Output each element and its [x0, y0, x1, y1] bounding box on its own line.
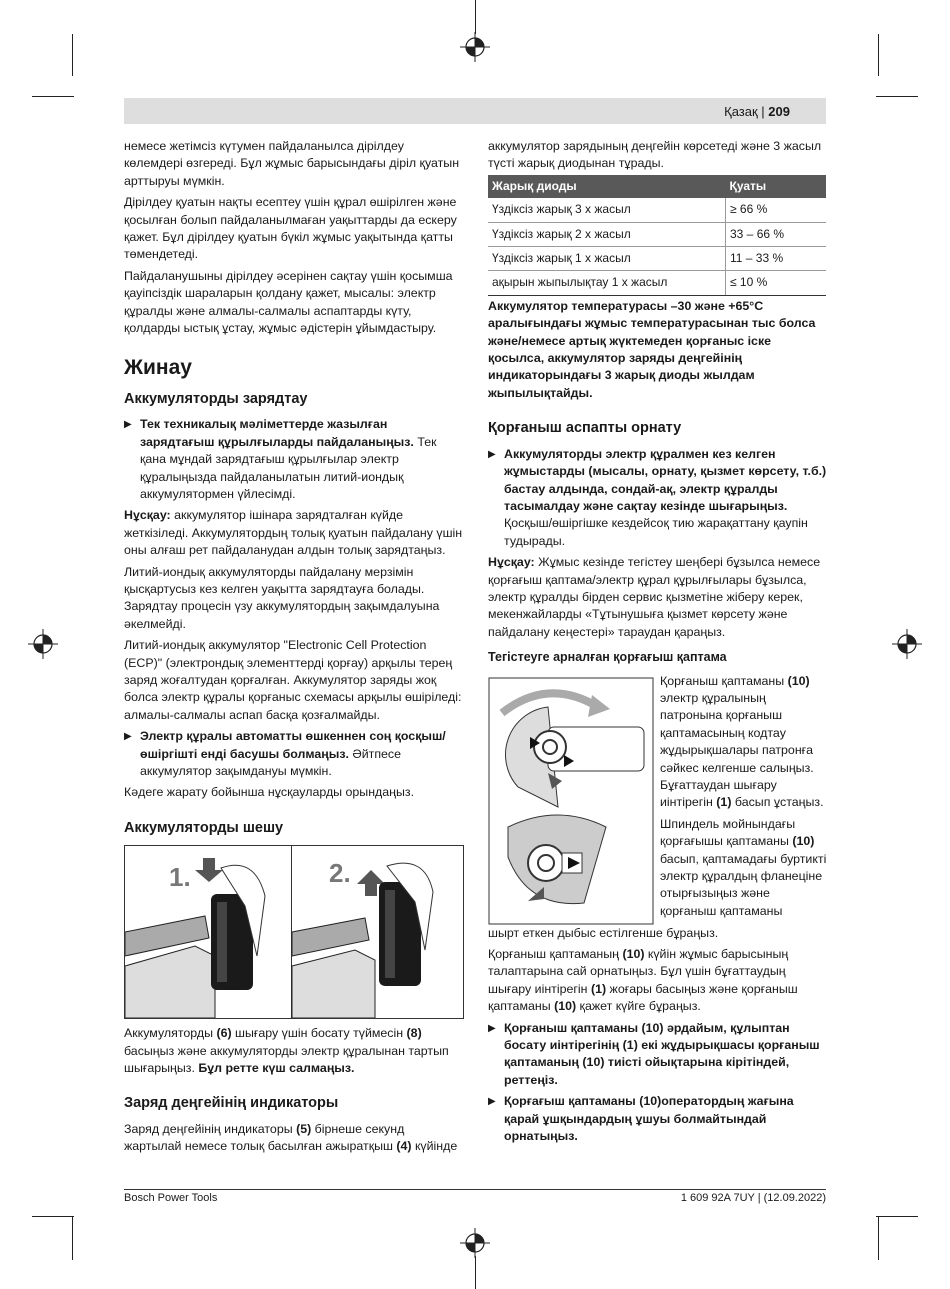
arrow-icon: ▶: [124, 731, 132, 743]
subheading-guard-install: Қорғаныш аспапты орнату: [488, 420, 682, 437]
warning-bullet: ▶ Қорғағыш қаптаманы (10)оператордың жағына қарай ұшқындардың ұшуы болмайтындай орнатыңыз.: [488, 1093, 828, 1145]
paragraph: Қорғаныш қаптаманы (10) электр құралының патронына қорғаныш қаптамасының кодтау жұдырықшалары патронға сәйкес келгенше салыңыз. Бұғаттаудан шығару иінтірегін (1) басып ұстаңыз.: [660, 673, 824, 810]
warning-bullet: ▶ Қорғаныш қаптаманы (10) әрдайым, құлыптан босату иінтірегінің (1) екі жұдырықшасы қорғаныш қаптаманың (10) тиісті ойықтарына кірітіндей, реттеңіз.: [488, 1020, 828, 1090]
temperature-warning: Аккумулятор температурасы –30 және +65°C аралығындағы жұмыс температурасынан тыс болса және/немесе артық жүктемеден қорғаныс іске қосылса, аккумулятор заряды деңгейінің индикаторындағы 3 жарық диоды жылдам жыпылықтайды.: [488, 298, 816, 400]
subheading-grinding-guard: Тегістеуге арналған қорғағыш қаптама: [488, 650, 727, 665]
charge-level-table: [488, 175, 826, 296]
page-number: 209: [768, 104, 790, 119]
paragraph: Литий-иондық аккумуляторды пайдалану мерзімін қысқартусыз кез келген уақытта зарядтауға болады. Зарядтау процесін үзу аккумулятордың зақымдалуына әкелмейді.: [124, 564, 440, 631]
subheading-charge-indicator: Заряд деңгейінің индикаторы: [124, 1095, 339, 1112]
table-cell: Үздіксіз жарық 2 x жасыл: [488, 222, 726, 246]
crop-mark: [72, 1216, 73, 1260]
paragraph: шырт еткен дыбыс естілгенше бұраңыз.: [488, 925, 719, 940]
crop-mark: [32, 1216, 74, 1217]
subheading-remove-battery: Аккумуляторды шешу: [124, 819, 284, 836]
section-heading-assembly: Жинау: [124, 356, 192, 380]
table-row: [488, 247, 826, 271]
crop-mark: [876, 1216, 918, 1217]
table-cell: Үздіксіз жарық 1 x жасыл: [488, 247, 726, 271]
table-header: Жарық диоды: [488, 175, 726, 198]
crop-mark: [878, 34, 879, 76]
header-language: Қазақ: [724, 104, 758, 119]
note: Нұсқау: аккумулятор ішінара зарядталған күйде жеткізіледі. Аккумулятордың толық қуатын пайдалану үшін оны алғаш рет пайдаланудан алдын толық зарядтаңыз.: [124, 508, 463, 558]
footer-rule: [124, 1189, 826, 1190]
step-label: 1.: [169, 862, 191, 893]
paragraph: Кәдеге жарату бойынша нұсқауларды орындаңыз.: [124, 785, 415, 800]
table-cell: 11 – 33 %: [726, 247, 827, 271]
paragraph: немесе жетімсіз күтумен пайдаланылса дірілдеу көлемдері өзгереді. Бұл жұмыс барысындағы діріл қуатын арттыруы мүмкін.: [124, 139, 460, 188]
left-column: [124, 138, 464, 1160]
table-cell: Үздіксіз жарық 3 x жасыл: [488, 198, 726, 222]
crop-mark: [475, 1256, 476, 1289]
registration-mark-right: [890, 627, 924, 661]
crop-mark: [876, 96, 918, 97]
right-column: [488, 138, 828, 1149]
table-cell: 33 – 66 %: [726, 222, 827, 246]
guard-figure-block: [488, 673, 828, 925]
warning-bullet: ▶ Тек техникалық мәліметтерде жазылған зарядтағыш құрылғыларды пайдаланыңыз. Тек қана мұндай зарядтағыш құрылғылар электр құралыңызда пайдаланылатын литий-иондық аккумулятормен үйлесімді.: [124, 416, 464, 503]
paragraph: аккумулятор зарядының деңгейін көрсетеді және 3 жасыл түсті жарық диодынан тұрады.: [488, 139, 822, 171]
page-header: Қазақ | 209: [724, 104, 790, 119]
subheading-charging: Аккумуляторды зарядтау: [124, 390, 308, 407]
table-row: [488, 198, 826, 222]
table-cell: ақырын жыпылықтау 1 x жасыл: [488, 271, 726, 295]
registration-mark-bottom: [458, 1226, 492, 1260]
battery-removal-illustration: [125, 846, 463, 1018]
table-header-row: [488, 175, 826, 198]
header-bar: [124, 98, 826, 124]
table-header: Қуаты: [726, 175, 827, 198]
battery-removal-figure: [124, 845, 464, 1019]
warning-bullet: ▶ Электр құралы автоматты өшкеннен соң қосқыш/өшіргішті енді басушы болмаңыз. Әйтпесе аккумулятор зақымдануы мүмкін.: [124, 728, 464, 780]
guard-installation-illustration: [488, 677, 654, 925]
warning-bullet: ▶ Аккумуляторды электр құралмен кез келген жұмыстарды (мысалы, орнату, қызмет көрсету, т.б.) бастау алдында, сондай-ақ, электр құралды тасымалдау және сақтау кезінде шығарыңыз. Қосқыш/өшіргішке кездейсоқ тию жарақаттану қаупін тудырады.: [488, 446, 828, 550]
arrow-icon: ▶: [488, 1096, 496, 1108]
arrow-icon: ▶: [124, 419, 132, 431]
table-row: [488, 271, 826, 295]
registration-mark-left: [26, 627, 60, 661]
paragraph: Литий-иондық аккумулятор "Electronic Cell Protection (ECP)" (электрондық элементтерді қорғау) арқылы терең заряд жоғалтудан қорғалған. Аккумулятор заряды жоқ болса электр құралы қорғаныс схемасы арқылы өшіріледі: алмалы-салмалы аспап басқа қозғалмайды.: [124, 638, 462, 722]
crop-mark: [72, 34, 73, 76]
paragraph: Шпиндель мойнындағы қорғағышы қаптаманы (10) басып, қаптамадағы буртикті электр құралдың фланеціне отырғызыңыз және қорғаныш қаптаманы: [660, 816, 827, 918]
paragraph: Қорғаныш қаптаманың (10) күйін жұмыс барысының талаптарына сай орнатыңыз. Бұл үшін бұғаттаудың шығару иінтірегін (1) жоғары басыңыз және қорғаныш қаптаманы (10) қажет күйге бұраңыз.: [488, 946, 798, 1014]
crop-mark: [475, 0, 476, 34]
paragraph: Дірілдеу қуатын нақты есептеу үшін құрал өшірілген және қосылған болып пайдаланылмаған уақыттарды да ескеру қажет. Бұл дірілдеу қуатын бүкіл жұмыс уақытында қатты төмендетеді.: [124, 195, 457, 262]
paragraph: Пайдаланушыны дірілдеу әсерінен сақтау үшін қосымша қауіпсіздік шараларын қолдану қажет, мысалы: электр құралды және алмалы-салмалы аспаптарды күту, қолдарды ыстық ұстау, жұмыс әдістерін ұйымдастыру.: [124, 268, 453, 336]
table-cell: ≥ 66 %: [726, 198, 827, 222]
paragraph: Аккумуляторды (6) шығару үшін босату түймесін (8) басыңыз және аккумуляторды электр құралынан тартып шығарыңыз. Бұл ретте күш салмаңыз.: [124, 1026, 449, 1076]
table-row: [488, 222, 826, 246]
crop-mark: [878, 1216, 879, 1260]
step-label: 2.: [329, 858, 351, 889]
paragraph: Заряд деңгейінің индикаторы (5) бірнеше секунд жартылай немесе толық басылған ажыратқыш (4) күйінде: [124, 1121, 458, 1154]
table-cell: ≤ 10 %: [726, 271, 827, 295]
arrow-icon: ▶: [488, 1022, 496, 1034]
crop-mark: [32, 96, 74, 97]
note: Нұсқау: Жұмыс кезінде тегістеу шеңбері бұзылса немесе қорғағыш қаптама/электр құрал құрылғылары бұзылса, электр құралды бірден сервис қызметіне жіберу керек, мекенжайларды «Тұтынушыға қызмет көрсету және пайдалану кеңестері» тараудан қараңыз.: [488, 555, 821, 639]
footer-doc-id: 1 609 92A 7UY | (12.09.2022): [680, 1192, 826, 1204]
arrow-icon: ▶: [488, 448, 496, 460]
registration-mark-top: [458, 30, 492, 64]
footer-brand: Bosch Power Tools: [124, 1192, 218, 1204]
